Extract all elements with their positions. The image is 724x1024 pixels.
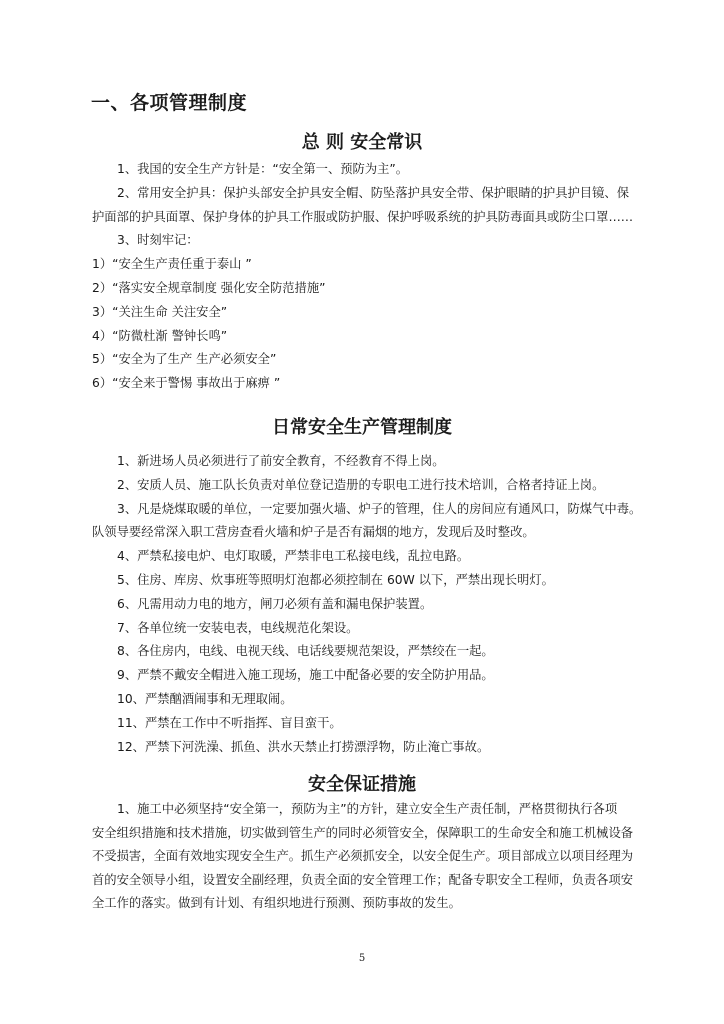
subtitle-daily-safety: 日常安全生产管理制度 xyxy=(272,417,452,438)
text-line: 不受损害，全面有效地实现安全生产。抓生产必须抓安全，以安全促生产。项目部成立以项目经理为 xyxy=(92,849,634,863)
text-line: 6、凡需用动力电的地方，闸刀必须有盖和漏电保护装置。 xyxy=(117,596,433,611)
text-line: 4、严禁私接电炉、电灯取暖，严禁非电工私接电线，乱拉电路。 xyxy=(117,549,470,564)
text-line: 安全组织措施和技术措施，切实做到管生产的同时必须管安全，保障职工的生命安全和施工机械设备 xyxy=(92,825,634,840)
text-line: 9、严禁不戴安全帽进入施工现场，施工中配备必要的安全防护用品。 xyxy=(117,668,494,683)
text-line: 5、住房、库房、炊事班等照明灯泡都必须控制在 60W 以下，严禁出现长明灯。 xyxy=(117,572,554,587)
text-line: 2、常用安全护具：保护头部安全护具安全帽、防坠落护具安全带、保护眼睛的护具护目镜、保 xyxy=(117,185,629,200)
text-line: 全工作的落实。做到有计划、有组织地进行预测、预防事故的发生。 xyxy=(92,896,461,910)
text-line: 2、安质人员、施工队长负责对单位登记造册的专职电工进行技术培训，合格者持证上岗。 xyxy=(117,477,605,492)
section-heading: 一、各项管理制度 xyxy=(91,92,248,114)
text-line: 2）“落实安全规章制度 强化安全防范措施” xyxy=(92,280,326,295)
subtitle-general-rules: 总 则 安全常识 xyxy=(301,132,423,153)
safety-measures-block xyxy=(92,798,643,916)
text-line: 首的安全领导小组，设置安全副经理，负责全面的安全管理工作；配备专职安全工程师，负责各项安 xyxy=(92,872,634,887)
text-line: 6）“安全来于警惕 事故出于麻痹 ” xyxy=(92,376,281,391)
text-line: 护面部的护具面罩、保护身体的护具工作服或防护服、保护呼吸系统的护具防毒面具或防尘口罩…… xyxy=(92,209,634,224)
text-line: 1、施工中必须坚持“安全第一，预防为主”的方针，建立安全生产责任制，严格贯彻执行各项 xyxy=(117,802,618,816)
text-line: 3）“关注生命 关注安全” xyxy=(92,304,228,319)
text-line: 3、凡是烧煤取暖的单位，一定要加强火墙、炉子的管理，住人的房间应有通风口，防煤气中毒。 xyxy=(117,501,642,516)
subtitle-safety-measures: 安全保证措施 xyxy=(308,774,416,795)
text-line: 1、新进场人员必须进行了前安全教育，不经教育不得上岗。 xyxy=(117,454,445,468)
text-line: 11、严禁在工作中不听指挥、盲目蛮干。 xyxy=(117,715,342,730)
text-line: 4）“防微杜渐 警钟长鸣” xyxy=(92,328,228,343)
text-line: 10、严禁酗酒闹事和无理取闹。 xyxy=(117,691,293,706)
text-line: 5）“安全为了生产 生产必须安全” xyxy=(92,352,277,367)
text-line: 7、各单位统一安装电表，电线规范化架设。 xyxy=(117,620,359,635)
text-line: 1）“安全生产责任重于泰山 ” xyxy=(92,257,252,272)
text-line: 3、时刻牢记： xyxy=(117,233,199,248)
text-line: 8、各住房内，电线、电视天线、电话线要规范架设，严禁绞在一起。 xyxy=(117,644,494,659)
page-number: 5 xyxy=(358,953,366,964)
text-line: 队领导要经常深入职工营房查看火墙和炉子是否有漏烟的地方，发现后及时整改。 xyxy=(92,525,535,540)
daily-safety-block xyxy=(92,450,643,759)
general-rules-block xyxy=(92,158,643,396)
text-line: 12、严禁下河洗澡、抓鱼、洪水天禁止打捞漂浮物，防止淹亡事故。 xyxy=(117,739,490,754)
text-line: 1、我国的安全生产方针是：“安全第一、预防为主”。 xyxy=(117,162,409,176)
